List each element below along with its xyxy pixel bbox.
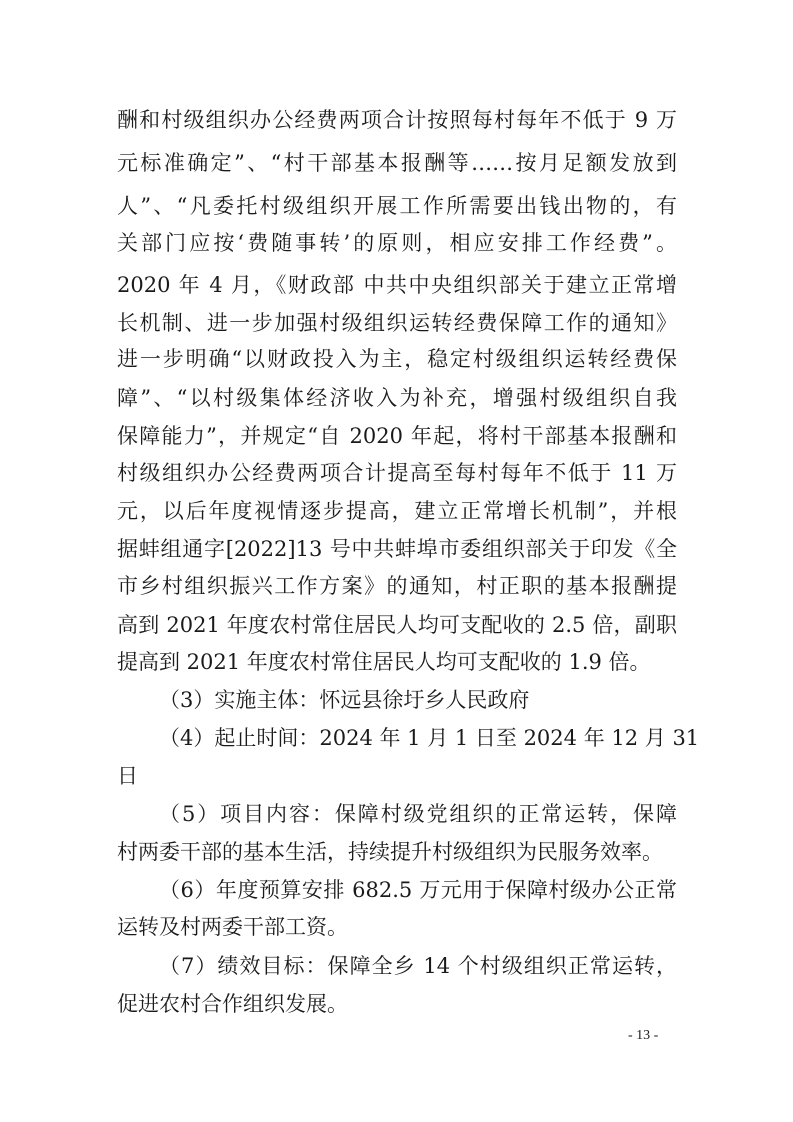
body-text-line: 据蚌组通字[2022]13 号中共蚌埠市委组织部关于印发《全 <box>117 537 677 561</box>
item-7-line: 促进农村合作组织发展。 <box>117 992 348 1016</box>
item-5-line: 村两委干部的基本生活，持续提升村级组织为民服务效率。 <box>117 840 663 864</box>
item-3-line: （3）实施主体：怀远县徐圩乡人民政府 <box>159 688 530 712</box>
body-text-line: 障”、“以村级集体经济收入为补充，增强村级组织自我 <box>117 386 677 410</box>
item-4-line: （4）起止时间：2024 年 1 月 1 日至 2024 年 12 月 31 <box>159 726 700 750</box>
body-text-line: 2020 年 4 月，《财政部 中共中央组织部关于建立正常增 <box>117 273 677 297</box>
body-text-line: 酬和村级组织办公经费两项合计按照每村每年不低于 9 万 <box>117 108 677 132</box>
body-text-line: 人”、“凡委托村级组织开展工作所需要出钱出物的，有 <box>117 194 677 218</box>
item-4-line: 日 <box>117 764 138 788</box>
body-text-line: 保障能力”，并规定“自 2020 年起，将村干部基本报酬和 <box>117 424 677 448</box>
item-5-line: （5）项目内容：保障村级党组织的正常运转，保障 <box>159 802 677 826</box>
body-text-line: 提高到 2021 年度农村常住居民人均可支配收的 1.9 倍。 <box>117 650 651 674</box>
item-6-line: 运转及村两委干部工资。 <box>117 915 348 939</box>
item-6-line: （6）年度预算安排 682.5 万元用于保障村级办公正常 <box>159 878 677 902</box>
body-text-line: 关部门应按‘费随事转’的原则，相应安排工作经费”。 <box>117 231 677 255</box>
body-text-line: 长机制、进一步加强村级组织运转经费保障工作的通知》 <box>117 311 677 335</box>
body-text-line: 元标准确定”、“村干部基本报酬等……按月足额发放到 <box>117 151 677 175</box>
body-text-line: 高到 2021 年度农村常住居民人均可支配收的 2.5 倍，副职 <box>117 613 677 637</box>
body-text-line: 市乡村组织振兴工作方案》的通知，村正职的基本报酬提 <box>117 574 677 598</box>
item-7-line: （7）绩效目标：保障全乡 14 个村级组织正常运转， <box>159 954 677 978</box>
body-text-line: 进一步明确“以财政投入为主，稳定村级组织运转经费保 <box>117 347 677 371</box>
page-number: - 13 - <box>628 1028 659 1043</box>
body-text-line: 元，以后年度视情逐步提高，建立正常增长机制”，并根 <box>117 499 677 523</box>
body-text-line: 村级组织办公经费两项合计提高至每村每年不低于 11 万 <box>117 461 677 485</box>
